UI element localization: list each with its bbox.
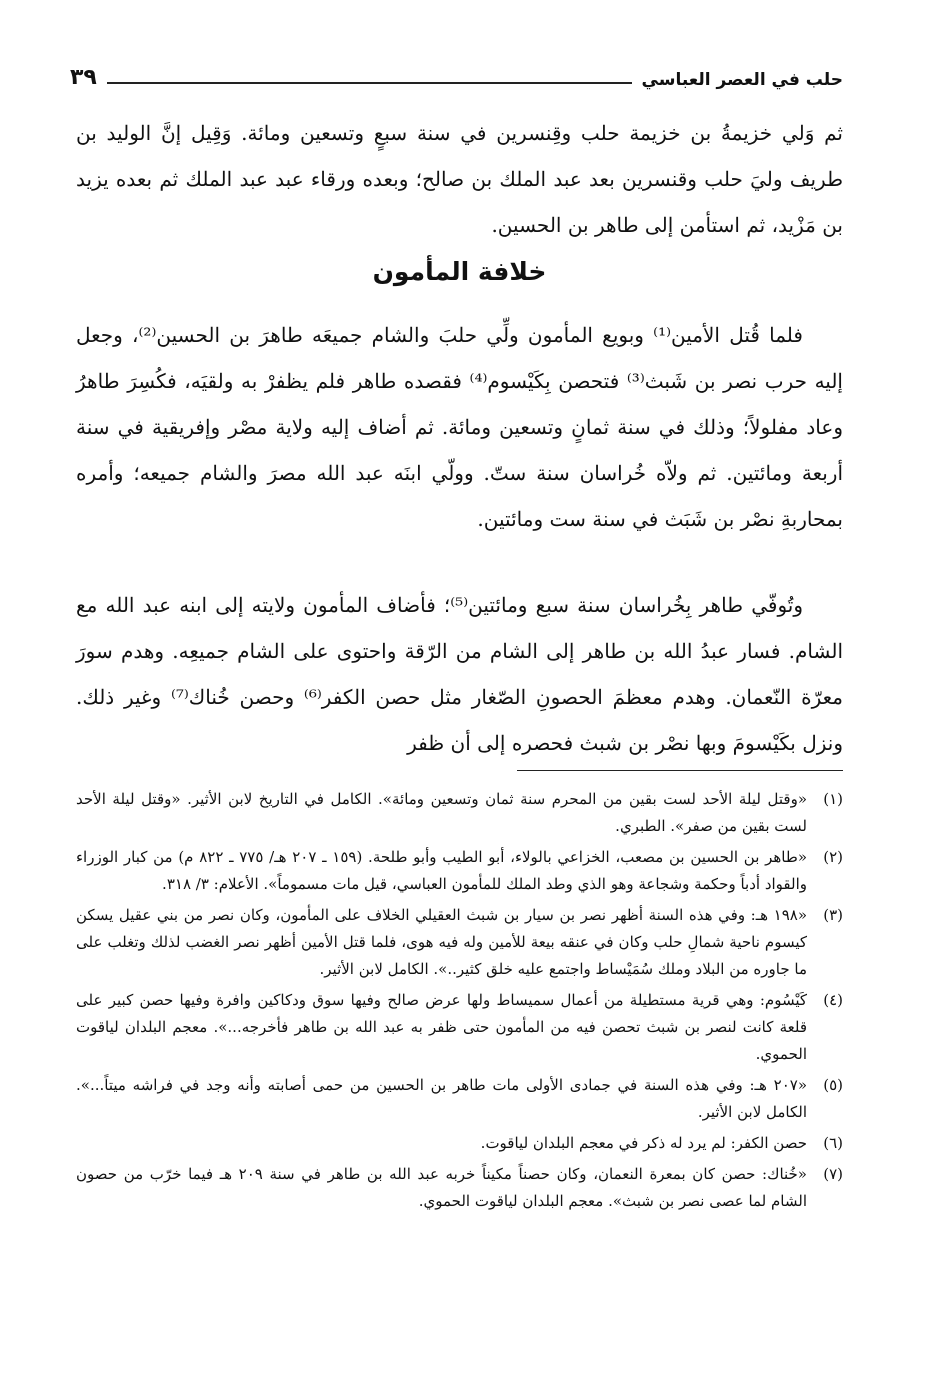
paragraph-1-text: ثم وَلي خزيمةُ بن خزيمة حلب وقِنسرين في سنة سبعٍ وتسعين ومائة. وَقِيل إنَّ الوليد بن طريف وليَ حلب وقنسرين بعد عبد الملك بن صالح؛ وبعده ورقاء عبد عبد الملك ثم بعده يزيد بن مَزْيد، ثم استأمن إلى طاهر بن الحسين. (76, 121, 843, 237)
footnote-4 (76, 987, 843, 1068)
running-header (70, 50, 843, 90)
section-title: خلافة المأمون (372, 257, 547, 286)
paragraph-2-text: فلما قُتل الأمين⁽¹⁾ وبويع المأمون ولِّي حلبَ والشام جميعَه طاهرَ بن الحسين⁽²⁾، وجعل إليه حرب نصر بن شَبث⁽³⁾ فتحصن بِكَيْسوم⁽⁴⁾ فقصده طاهر فلم يظفرْ به ولقيَه، فكُسِرَ طاهرُ وعاد مفلولاً؛ وذلك في سنة ثمانٍ وتسعين ومائة. ثم أضاف إليه ولاية مصْر وإفريقية في سنة أربعة ومائتين. ثم ولاّه خُراسان سنة ستّ. وولّي ابنَه عبد الله مصرَ والشام جميعه؛ وأمره بمحاربةِ نصْر بن شَبَث في سنة ست ومائتين. (76, 323, 843, 531)
footnote-text: «طاهر بن الحسين بن مصعب، الخزاعي بالولاء، أبو الطيب وأبو طلحة. (١٥٩ ـ ٢٠٧ هـ/ ٧٧٥ ـ ٨٢٢ م) من كبار الوزراء والقواد أدباً وحكمة وشجاعة وهو الذي وطد الملك للمأمون العباسي، قيل مات مسموماً». الأعلام: ٣/ ٣١٨. (76, 848, 807, 893)
footnote-separator (517, 770, 843, 771)
running-title: حلب في العصر العباسي (641, 70, 843, 90)
footnote-2 (76, 844, 843, 898)
footnote-text: «خُناك: حصن كان بمعرة النعمان، وكان حصناً مكيناً خربه عبد الله بن طاهر في سنة ٢٠٩ هـ فيما خرّب من حصون الشام لما عصى نصر بن شبث». معجم البلدان لياقوت الحموي. (76, 1165, 807, 1210)
footnote-mark: (٤) (823, 991, 843, 1009)
footnote-3 (76, 902, 843, 983)
page-number: ٣٩ (70, 65, 97, 90)
footnote-text: «٢٠٧ هـ: وفي هذه السنة في جمادى الأولى مات طاهر بن الحسين من حمى أصابته وأنه وجد في فراشه ميتاً...». الكامل لابن الأثير. (76, 1076, 807, 1121)
paragraph-1 (76, 110, 843, 248)
footnote-7 (76, 1161, 843, 1215)
footnote-text: «وقتل ليلة الأحد لست بقين من المحرم سنة ثمان وتسعين ومائة». الكامل في التاريخ لابن الأثير. «وقتل ليلة الأحد لست بقين من صفر». الطبري. (76, 790, 807, 835)
footnote-mark: (٣) (823, 906, 843, 924)
footnote-text: «١٩٨ هـ: وفي هذه السنة أظهر نصر بن سيار بن شبث العقيلي الخلاف على المأمون، وكان نصر من بني عقيل يسكن كيسوم ناحية شمالِ حلب وكان في عنقه بيعة للأمين وله فيه هوى، فلما قتل الأمين أظهر نصر الغضب لذلك وتغلب على ما جاوره من البلاد وملك سُمَيْساط واجتمع عليه خلق كثير..». الكامل لابن الأثير. (76, 906, 807, 978)
header-rule (107, 82, 632, 84)
paragraph-3-text: وتُوفّي طاهر بِخُراسان سنة سبع ومائتين⁽⁵⁾؛ فأضاف المأمون ولايته إلى ابنه عبد الله مع الشام. فسار عبدُ الله بن طاهر إلى الشام من الرّقة واحتوى على الشام جميعِه. وهدم سورَ معرّة النّعمان. وهدم معظمَ الحصونِ الصّغار مثل حصن الكفر⁽⁶⁾ وحصن خُناك⁽⁷⁾ وغير ذلك. ونزل بكَيْسومَ وبها نصْر بن شبث فحصره إلى أن ظفر (76, 593, 843, 755)
footnotes (76, 786, 843, 1219)
footnote-mark: (١) (823, 790, 843, 808)
footnote-mark: (٥) (823, 1076, 843, 1094)
footnote-text: كَيْسُوم: وهي قرية مستطيلة من أعمال سميساط ولها عرض صالح وفيها سوق ودكاكين وافرة وفيها حصن كبير على قلعة كانت لنصر بن شبث تحصن فيه من المأمون حتى ظفر به عبد الله بن طاهر فأخرجه...». معجم البلدان لياقوت الحموي. (76, 991, 807, 1063)
footnote-5 (76, 1072, 843, 1126)
footnote-6 (76, 1130, 843, 1157)
footnote-text: حصن الكفر: لم يرد له ذكر في معجم البلدان لياقوت. (480, 1134, 807, 1152)
paragraph-3 (76, 582, 843, 766)
footnote-mark: (٧) (823, 1165, 843, 1183)
paragraph-2 (76, 312, 843, 542)
footnote-mark: (٦) (823, 1134, 843, 1152)
footnote-1 (76, 786, 843, 840)
footnote-mark: (٢) (823, 848, 843, 866)
